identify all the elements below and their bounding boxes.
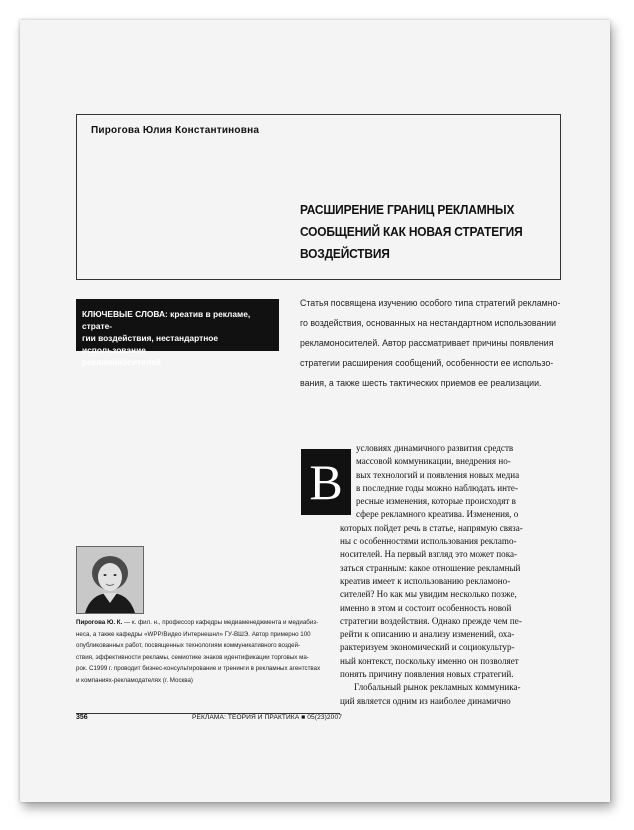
header-frame <box>76 114 561 280</box>
abstract-line: вания, а также шесть тактических приемов ее реализации. <box>300 378 542 388</box>
author-photo <box>76 546 144 614</box>
bio-name: Пирогова Ю. К. <box>76 619 123 626</box>
body-line: вых технологий и появления новых медиа <box>356 469 520 480</box>
body-line: ций является одним из наиболее динамично <box>340 695 511 706</box>
body-line: сителей? Но как мы увидим несколько позже, <box>340 589 517 600</box>
bio-line: неса, а также кафедры «WPP/Видео Интернешнл» ГУ-ВШЭ. Автор примерно 100 <box>76 630 311 638</box>
keywords-box <box>76 299 279 367</box>
body-line: рейти к описанию и анализу изменений, оха- <box>340 629 515 640</box>
abstract-line: рекламоносителей. Автор рассматривает причины появления <box>300 338 554 348</box>
body-line: именно в этом и состоит особенность новой <box>340 602 512 613</box>
portrait-image <box>77 547 143 613</box>
body-line: сфере рекламного креатива. Изменения, о <box>356 509 519 520</box>
body-line: Глобальный рынок рекламных коммуника- <box>354 682 521 693</box>
title-line: ВОЗДЕЙСТВИЯ <box>300 246 390 261</box>
bio-line: и компаниях-рекламодателях (г. Москва) <box>76 676 193 684</box>
body-line: рактеризуем экономический и социокультур- <box>340 642 515 653</box>
bio-line: опубликованных работ, посвященных технологиям коммуникативного воздей- <box>76 642 301 650</box>
title-line: СООБЩЕНИЙ КАК НОВАЯ СТРАТЕГИЯ <box>300 224 523 239</box>
body-line: в последние годы можно наблюдать инте- <box>356 482 518 493</box>
keywords-line: рекламоносителей <box>82 357 161 367</box>
journal-name: РЕКЛАМА: ТЕОРИЯ И ПРАКТИКА ■ 05(23)2007 <box>192 714 342 721</box>
body-line: ресные изменения, которые происходят в <box>356 496 516 507</box>
title-line: РАСШИРЕНИЕ ГРАНИЦ РЕКЛАМНЫХ <box>300 202 515 217</box>
keywords-line: гии воздействия, нестандартное использование <box>82 333 219 355</box>
body-line: понять причину появления новых стратегий. <box>340 669 514 680</box>
abstract <box>300 293 572 393</box>
body-line: стратегии воздействия. Однако прежде чем пе- <box>340 615 522 626</box>
body-line: креатив имеет к использованию рекламоно- <box>340 575 511 586</box>
article-body <box>340 442 586 708</box>
keywords-line: КЛЮЧЕВЫЕ СЛОВА: креатив в рекламе, страте- <box>82 309 251 331</box>
page-sheet <box>20 20 610 802</box>
bio-line: ствия, эффективности рекламы, семиотике знаков идентификации торговых ма- <box>76 653 309 661</box>
body-line: массовой коммуникации, внедрения но- <box>356 456 511 467</box>
abstract-line: Статья посвящена изучению особого типа стратегий рекламно- <box>300 298 561 308</box>
abstract-line: стратегии расширения сообщений, особенности ее использо- <box>300 358 554 368</box>
abstract-line: го воздействия, основанных на нестандартном использовании <box>300 318 557 328</box>
author-name: Пирогова Юлия Константиновна <box>91 125 260 136</box>
author-bio <box>76 617 338 687</box>
body-line: носителей. На первый взгляд это может пока- <box>340 549 518 560</box>
body-line: которых пойдет речь в статье, напрямую связа- <box>340 522 523 533</box>
body-line: условиях динамичного развития средств <box>356 443 514 453</box>
article-title <box>300 199 539 265</box>
page-number: 356 <box>76 714 88 721</box>
drop-cap: В <box>301 449 351 515</box>
body-line: ный контекст, поскольку именно он позволяет <box>340 655 519 666</box>
body-line: заться странным: какое отношение рекламный <box>340 562 521 573</box>
bio-line: — к. фил. н., профессор кафедры медиаменеджмента и медиабиз- <box>122 619 319 626</box>
body-line: ны с особенностями использования реклamo- <box>340 536 517 547</box>
bio-line: рок. С1999 г. проводит бизнес-консультирование и тренинги в рекламных агентствах <box>76 665 321 673</box>
